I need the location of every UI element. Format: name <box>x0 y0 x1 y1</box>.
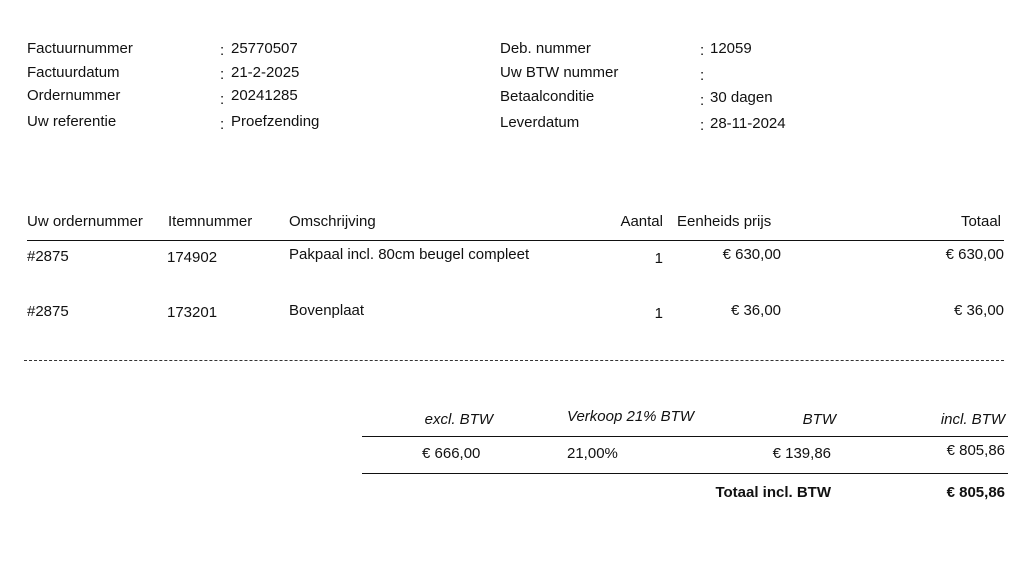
header-eenheidsprijs: Eenheids prijs <box>677 213 772 230</box>
row-totaal: € 36,00 <box>953 302 1004 319</box>
referentie-separator: : <box>220 116 225 133</box>
factuurnummer-value: 25770507 <box>231 40 298 57</box>
ordernummer-value: 20241285 <box>231 87 298 104</box>
row-omschrijving: Pakpaal incl. 80cm beugel compleet <box>289 246 530 263</box>
factuurdatum-value: 21-2-2025 <box>231 64 300 81</box>
debnummer-value: 12059 <box>710 40 752 57</box>
referentie-value: Proefzending <box>231 113 320 130</box>
debnummer-separator: : <box>700 42 705 59</box>
btwnummer-separator: : <box>700 67 705 84</box>
factuurdatum-separator: : <box>220 66 225 83</box>
betaalconditie-separator: : <box>700 92 705 109</box>
summary-divider-bottom <box>362 473 1008 474</box>
row-itemnummer: 173201 <box>167 304 218 321</box>
header-omschrijving: Omschrijving <box>289 213 376 230</box>
header-divider <box>27 240 1004 241</box>
row-totaal: € 630,00 <box>945 246 1004 263</box>
btwnummer-label: Uw BTW nummer <box>500 64 619 81</box>
header-aantal: Aantal <box>620 213 663 230</box>
summary-header-incl: incl. BTW <box>940 411 1005 428</box>
summary-excl-value: € 666,00 <box>422 445 481 462</box>
betaalconditie-label: Betaalconditie <box>500 88 595 105</box>
row-aantal: 1 <box>654 305 663 322</box>
summary-incl-value: € 805,86 <box>946 442 1005 459</box>
summary-btw-value: € 139,86 <box>772 445 831 462</box>
factuurdatum-label: Factuurdatum <box>27 64 120 81</box>
row-omschrijving: Bovenplaat <box>289 302 365 319</box>
row-itemnummer: 174902 <box>167 249 218 266</box>
row-eenheidsprijs: € 630,00 <box>722 246 781 263</box>
summary-divider-top <box>362 436 1008 437</box>
header-itemnummer: Itemnummer <box>168 213 253 230</box>
header-totaal: Totaal <box>960 213 1001 230</box>
row-ordernummer: #2875 <box>27 303 69 320</box>
leverdatum-label: Leverdatum <box>500 114 580 131</box>
debnummer-label: Deb. nummer <box>500 40 591 57</box>
summary-header-excl: excl. BTW <box>424 411 493 428</box>
ordernummer-label: Ordernummer <box>27 87 121 104</box>
ordernummer-separator: : <box>220 91 225 108</box>
summary-verkoop-value: 21,00% <box>567 445 618 462</box>
leverdatum-separator: : <box>700 117 705 134</box>
row-eenheidsprijs: € 36,00 <box>730 302 781 319</box>
factuurnummer-separator: : <box>220 42 225 59</box>
dashed-divider <box>24 360 1004 361</box>
leverdatum-value: 28-11-2024 <box>710 115 786 132</box>
total-label: Totaal incl. BTW <box>715 484 831 501</box>
summary-header-verkoop: Verkoop 21% BTW <box>567 408 694 425</box>
betaalconditie-value: 30 dagen <box>710 89 773 106</box>
header-ordernummer: Uw ordernummer <box>27 213 143 230</box>
total-value: € 805,86 <box>946 484 1005 501</box>
row-ordernummer: #2875 <box>27 248 69 265</box>
factuurnummer-label: Factuurnummer <box>27 40 133 57</box>
summary-header-btw: BTW <box>802 411 836 428</box>
referentie-label: Uw referentie <box>27 113 117 130</box>
row-aantal: 1 <box>654 250 663 267</box>
